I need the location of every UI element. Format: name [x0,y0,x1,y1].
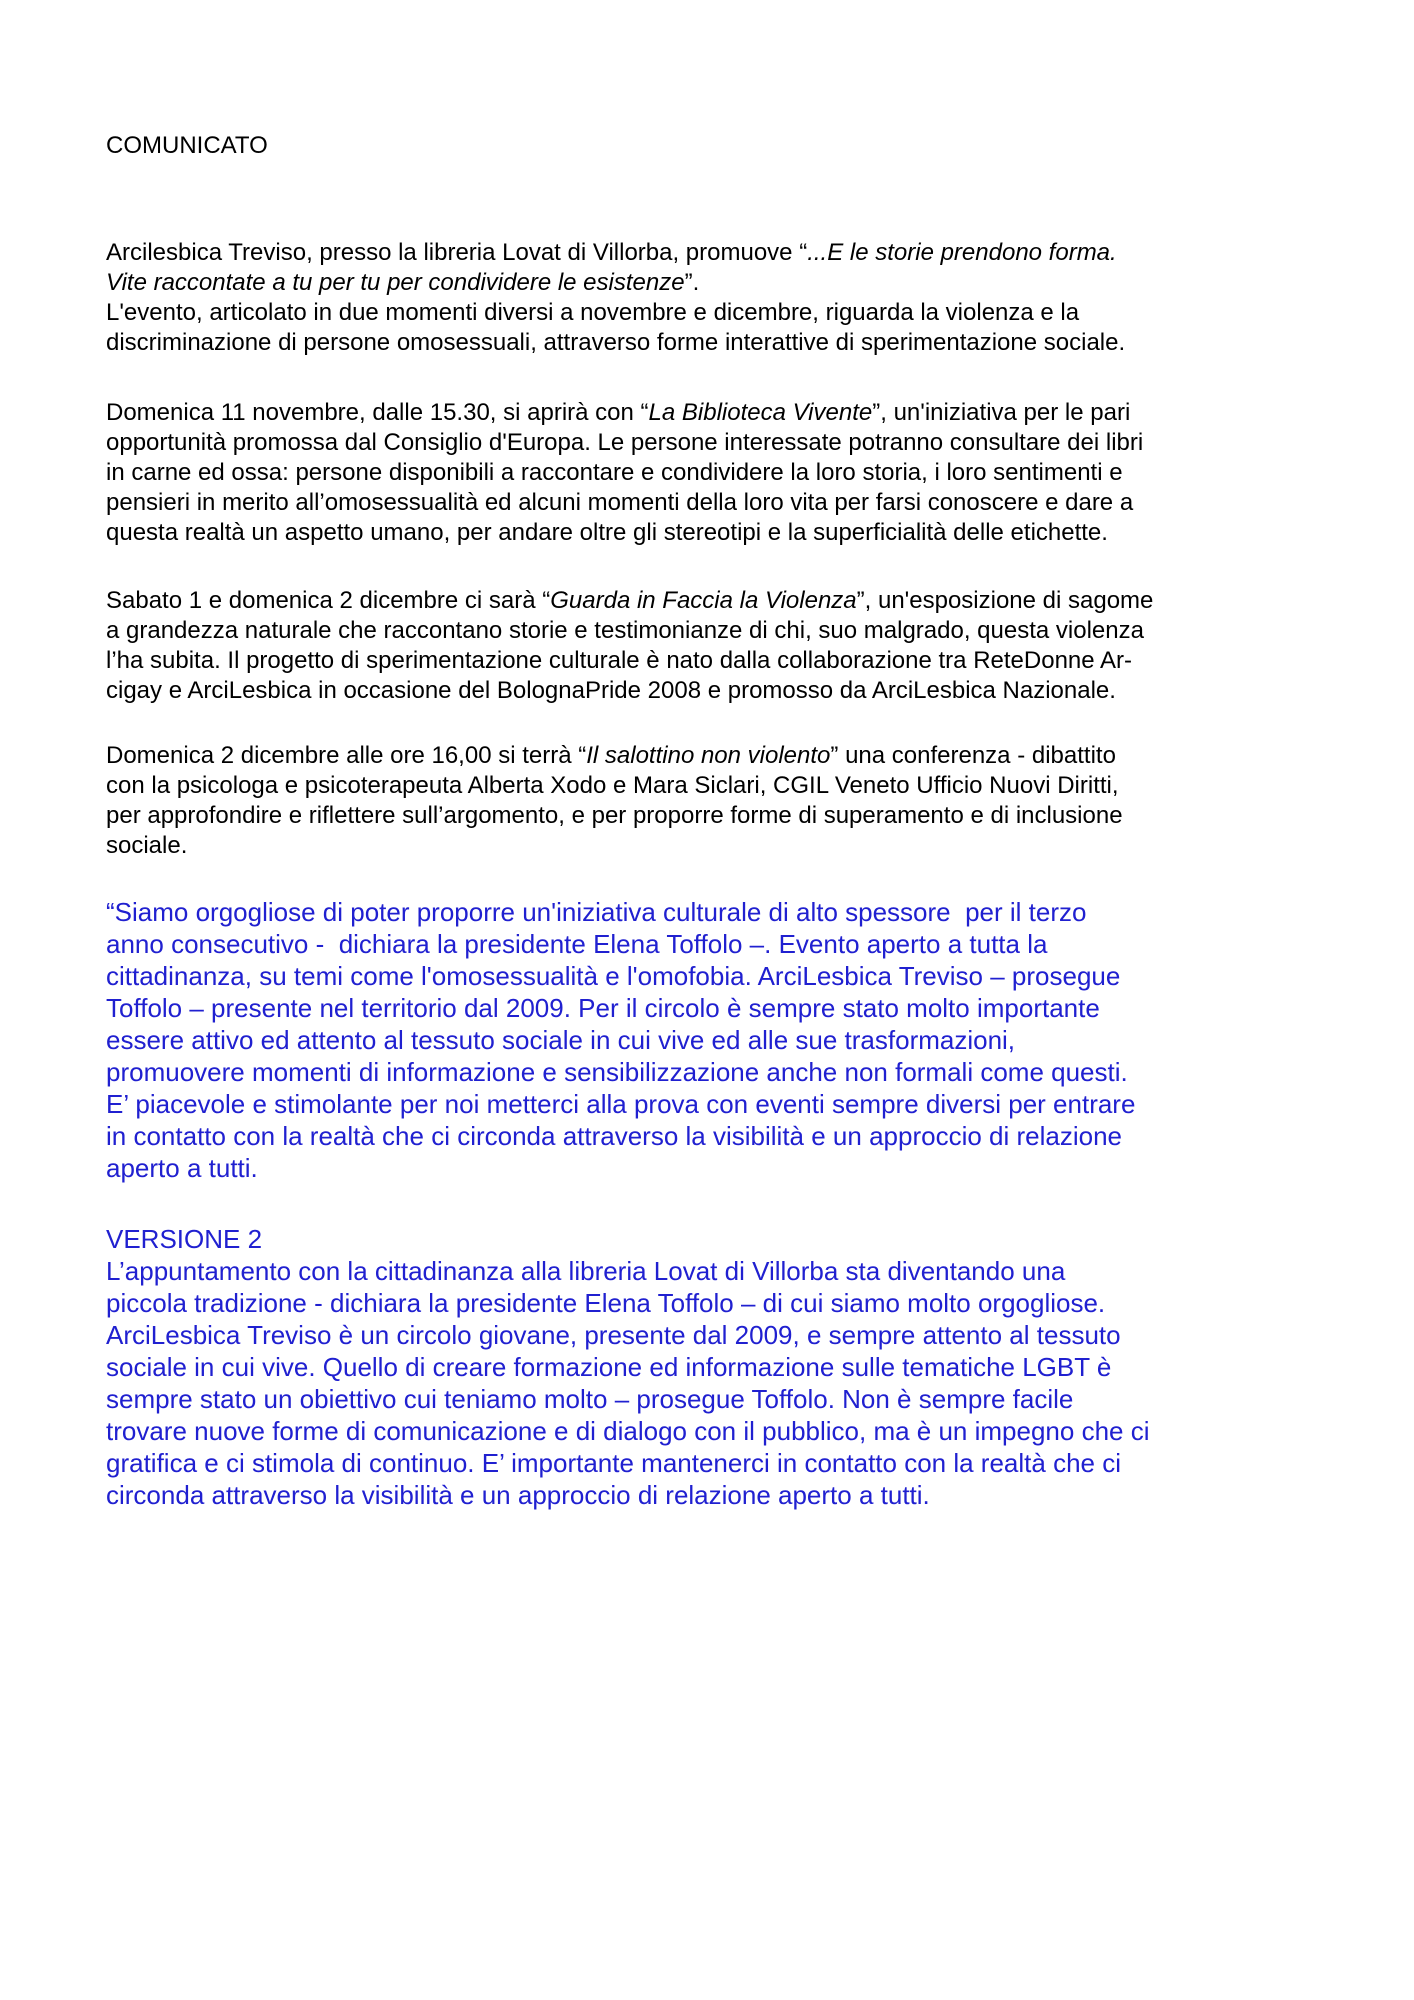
text-line: sempre stato un obiettivo cui teniamo molto – prosegue Toffolo. Non è sempre facile [106,1384,1074,1414]
text-line: essere attivo ed attento al tessuto sociale in cui vive ed alle sue trasformazioni, [106,1025,1016,1055]
text-line: aperto a tutti. [106,1153,258,1183]
paragraph-guarda-in-faccia [106,586,1153,706]
text-line: Domenica 11 novembre, dalle 15.30, si aprirà con “La Biblioteca Vivente”, un'iniziativa per le pari [106,399,1131,426]
paragraph-quote-versione-1 [106,896,1135,1184]
text-line: ArciLesbica Treviso è un circolo giovane, presente dal 2009, e sempre attento al tessuto [106,1320,1121,1350]
text-line: in carne ed ossa: persone disponibili a raccontare e condividere la loro storia, i loro sentimenti e [106,459,1123,486]
text-line: L'evento, articolato in due momenti diversi a novembre e dicembre, riguarda la violenza e la [106,299,1080,326]
text-line: gratifica e ci stimola di continuo. E’ importante mantenerci in contatto con la realtà che ci [106,1448,1121,1478]
text-line: L’appuntamento con la cittadinanza alla libreria Lovat di Villorba sta diventando una [106,1256,1066,1286]
text-line: cittadinanza, su temi come l'omosessualità e l'omofobia. ArciLesbica Treviso – prosegue [106,961,1121,991]
text-line: E’ piacevole e stimolante per noi metterci alla prova con eventi sempre diversi per entrare [106,1089,1136,1119]
paragraph-biblioteca-vivente [106,398,1143,548]
text-line: a grandezza naturale che raccontano storie e testimonianze di chi, suo malgrado, questa violenza [106,617,1144,644]
text-line: trovare nuove forme di comunicazione e di dialogo con il pubblico, ma è un impegno che ci [106,1416,1150,1446]
paragraph-intro [106,238,1125,358]
text-line: Sabato 1 e domenica 2 dicembre ci sarà “Guarda in Faccia la Violenza”, un'esposizione di sagome [106,587,1154,614]
text-line: sociale. [106,832,188,859]
text-line: sociale in cui vive. Quello di creare formazione ed informazione sulle tematiche LGBT è [106,1352,1112,1382]
text-line: cigay e ArciLesbica in occasione del BolognaPride 2008 e promosso da ArciLesbica Nazionale. [106,677,1116,704]
text-line: pensieri in merito all’omosessualità ed alcuni momenti della loro vita per farsi conoscere e dare a [106,489,1134,516]
text-line: in contatto con la realtà che ci circonda attraverso la visibilità e un approccio di relazione [106,1121,1122,1151]
text-line: con la psicologa e psicoterapeuta Alberta Xodo e Mara Siclari, CGIL Veneto Ufficio Nuovi Diritti, [106,772,1119,799]
text-line: circonda attraverso la visibilità e un approccio di relazione aperto a tutti. [106,1480,930,1510]
text-line: anno consecutivo - dichiara la presidente Elena Toffolo –. Evento aperto a tutta la [106,929,1048,959]
text-line: promuovere momenti di informazione e sensibilizzazione anche non formali come questi. [106,1057,1128,1087]
text-line: discriminazione di persone omosessuali, attraverso forme interattive di sperimentazione sociale. [106,329,1126,356]
text-line: opportunità promossa dal Consiglio d'Europa. Le persone interessate potranno consultare dei libri [106,429,1144,456]
text-line: l’ha subita. Il progetto di sperimentazione culturale è nato dalla collaborazione tra ReteDonne Ar- [106,647,1132,674]
text-line: questa realtà un aspetto umano, per andare oltre gli stereotipi e la superficialità delle etichette. [106,519,1108,546]
paragraph-quote-versione-2 [106,1223,1150,1511]
text-line: “Siamo orgogliose di poter proporre un'iniziativa culturale di alto spessore per il terzo [106,897,1087,927]
text-line: Arcilesbica Treviso, presso la libreria Lovat di Villorba, promuove “...E le storie prendono forma. [106,239,1117,266]
page-title: COMUNICATO [106,132,268,159]
text-line: VERSIONE 2 [106,1224,263,1254]
text-line: Vite raccontate a tu per tu per condividere le esistenze”. [106,269,700,296]
text-line: Toffolo – presente nel territorio dal 2009. Per il circolo è sempre stato molto importante [106,993,1100,1023]
text-line: per approfondire e riflettere sull’argomento, e per proporre forme di superamento e di inclusione [106,802,1123,829]
paragraph-salottino [106,741,1123,861]
text-line: Domenica 2 dicembre alle ore 16,00 si terrà “Il salottino non violento” una conferenza - dibattito [106,742,1116,769]
text-line: piccola tradizione - dichiara la presidente Elena Toffolo – di cui siamo molto orgogliose. [106,1288,1106,1318]
